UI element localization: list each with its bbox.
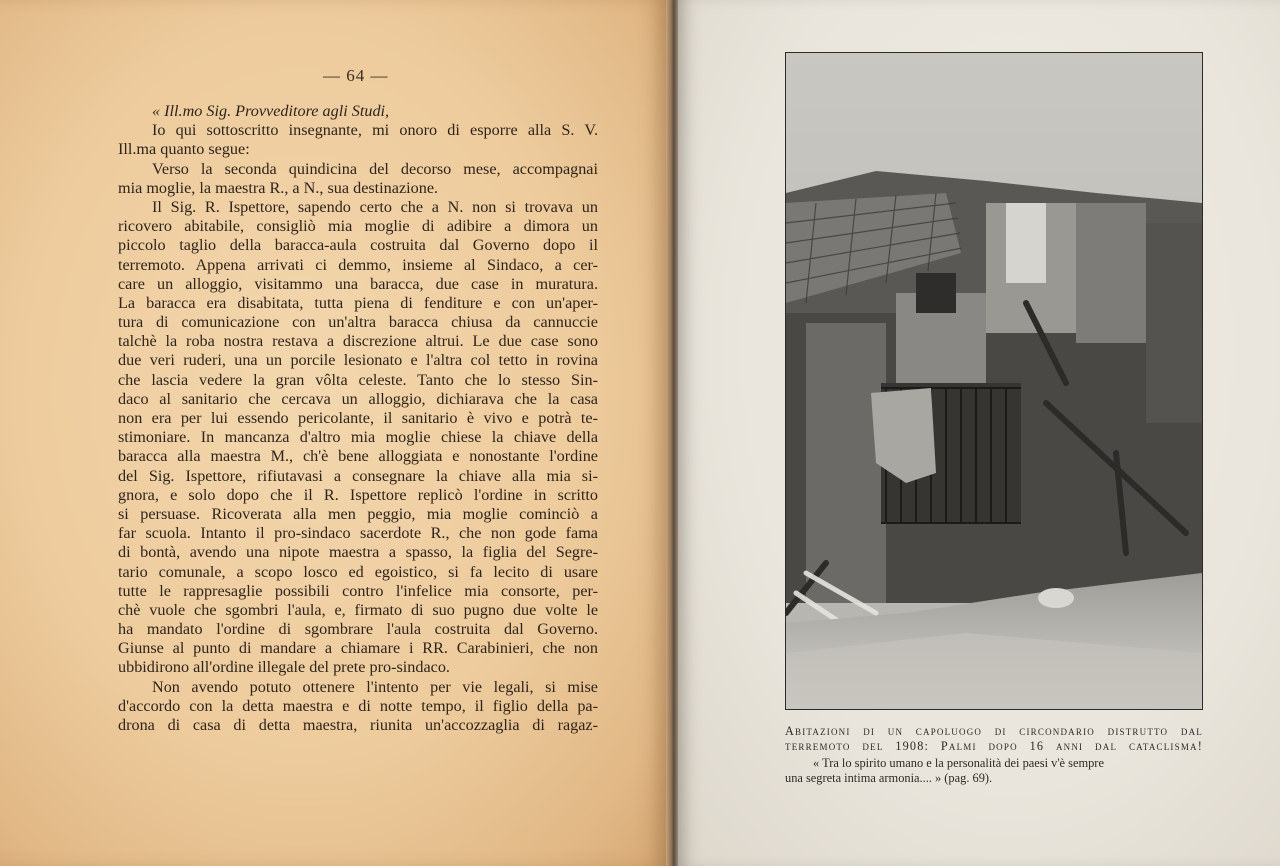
- text-line: La baracca era disabitata, tutta piena di fenditure e con un'aper-: [118, 293, 598, 312]
- text-line: care un alloggio, visitammo una baracca, due case in muratura.: [118, 274, 598, 293]
- caption-quote-line: una segreta intima armonia.... » (pag. 69).: [785, 771, 993, 785]
- text-line: tutte le rappresaglie possibili contro l'infelice mia consorte, per-: [118, 581, 598, 600]
- photo-caption-title: [785, 724, 1203, 754]
- caption-title-line: terremoto del 1908: Palmi dopo 16 anni dal cataclisma!: [785, 739, 1203, 753]
- text-line: tura di comunicazione con un'altra baracca chiusa da cannuccie: [118, 313, 598, 332]
- text-line: di bontà, avendo una nipote maestra a spasso, la figlia del Segre-: [118, 543, 598, 562]
- text-line: chè vuole che sgombri l'aula, e, firmato di suo pugno due volte le: [118, 600, 598, 619]
- text-line: Il Sig. R. Ispettore, sapendo certo che a N. non si trovava un: [152, 197, 598, 216]
- caption-quote-line: « Tra lo spirito umano e la personalità dei paesi v'è sempre: [813, 756, 1104, 770]
- text-line: mia moglie, la maestra R., a N., sua destinazione.: [118, 178, 439, 197]
- text-line: Giunse al punto di mandare a chiamare i RR. Carabinieri, che non: [118, 639, 598, 658]
- page-number: — 64 —: [323, 66, 389, 85]
- text-line: si persuase. Ricoverata alla men peggio, mia moglie cominciò a: [118, 504, 598, 523]
- text-line: piccolo taglio della baracca-aula costruita dal Governo dopo il: [118, 236, 598, 255]
- text-line: Io qui sottoscritto insegnante, mi onoro di esporre alla S. V.: [152, 121, 598, 140]
- text-line: daco al sanitario che cercava un alloggio, dichiarava che la casa: [118, 389, 598, 408]
- text-line: drona di casa di detta maestra, riunita un'accozzaglia di ragaz-: [118, 716, 598, 734]
- text-line: ricovero abitabile, consigliò mia moglie di adibire a dimora un: [118, 217, 598, 236]
- text-line: far scuola. Intanto il pro-sindaco sacerdote R., che non gode fama: [118, 524, 598, 543]
- text-line: stimoniare. In mancanza d'altro mia moglie chiese la chiave della: [118, 428, 598, 447]
- text-line: d'accordo con la detta maestra e di notte tempo, il figlio della pa-: [118, 696, 598, 715]
- text-line: tario comunale, a scopo losco ed egoistico, si fa lecito di usare: [118, 562, 598, 581]
- photo-illustration: [786, 53, 1202, 709]
- text-line: baracca alla maestra M., ch'è bene alloggiata e nonostante l'ordine: [118, 447, 598, 466]
- text-line: del Sig. Ispettore, rifiutavasi a consegnare la chiave alla mia si-: [118, 466, 598, 485]
- photograph-ruined-houses: [785, 52, 1203, 710]
- text-line: che lascia vedere la gran vôlta celeste. Tanto che lo stesso Sin-: [118, 370, 598, 389]
- text-line: Verso la seconda quindicina del decorso mese, accompagnai: [152, 159, 598, 178]
- text-line: due veri ruderi, una un porcile lesionato e l'altra col tetto in rovina: [118, 351, 598, 370]
- photo-caption-quote: [785, 756, 1201, 786]
- text-line: Non avendo potuto ottenere l'intento per vie legali, si mise: [152, 677, 598, 696]
- text-line: ubbidirono all'ordine illegale del prete pro-sindaco.: [118, 658, 450, 677]
- text-line: non era per lui essendo pericolante, il sanitario è vivo e potrà te-: [118, 409, 598, 427]
- letter-salutation: « Ill.mo Sig. Provveditore agli Studi,: [152, 102, 390, 120]
- letter-text: [118, 102, 598, 735]
- text-line: talchè la roba nostra restava a discrezione altrui. Le due case sono: [118, 332, 598, 351]
- caption-title-line: Abitazioni di un capoluogo di circondario distrutto dal: [785, 724, 1203, 738]
- text-line: terremoto. Appena arrivati ci demmo, insieme al Sindaco, a cer-: [118, 255, 598, 274]
- text-line: gnora, e solo dopo che il R. Ispettore replicò l'ordine in scritto: [118, 485, 598, 504]
- text-line: ha mandato l'ordine di sgombrare l'aula costruita dal Governo.: [118, 620, 598, 639]
- text-line: Ill.ma quanto segue:: [118, 140, 250, 159]
